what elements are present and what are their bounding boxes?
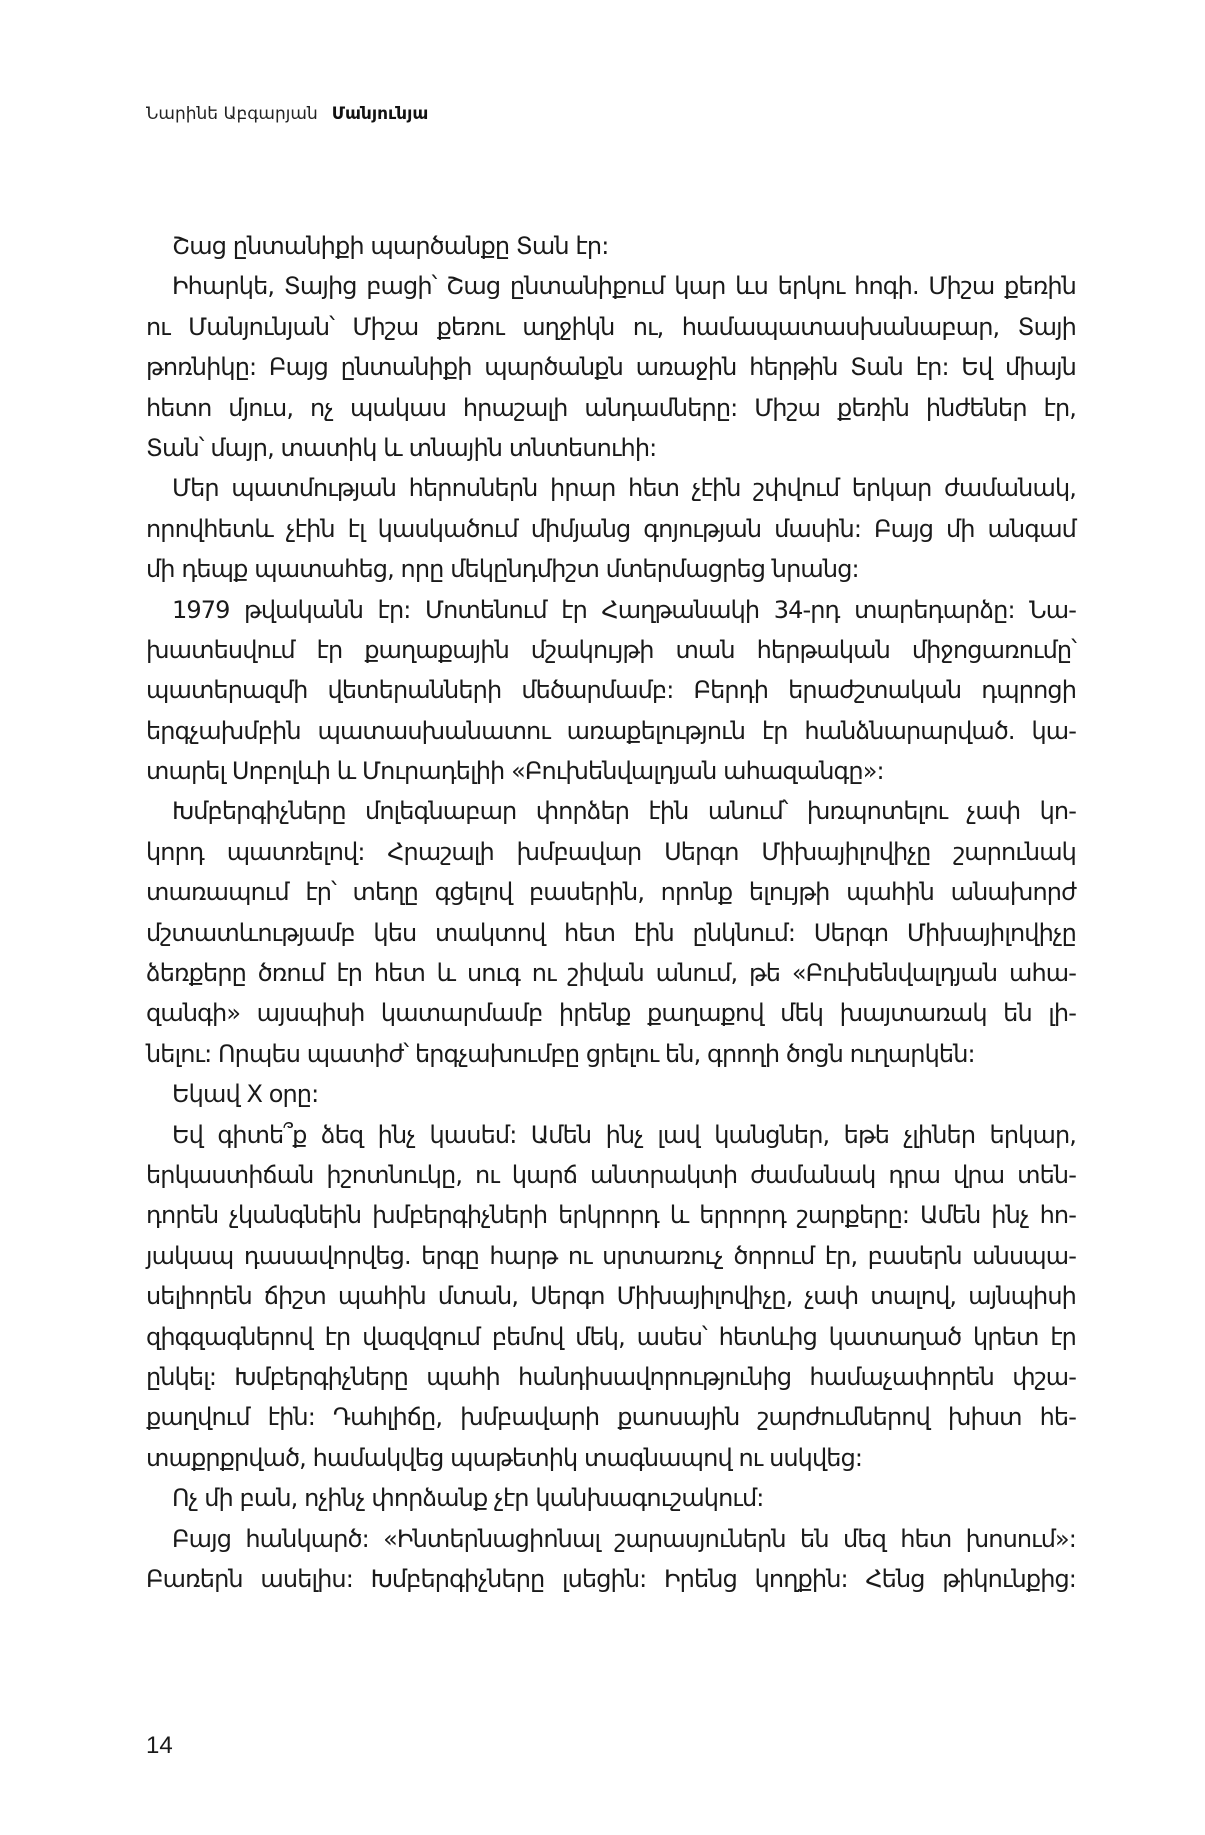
text-line: Տան՝ մայր, տատիկ և տնային տնտեսուհի:: [146, 433, 657, 462]
text-line: դորեն չկանգնեին խմբերգիչների երկրորդ և երրորդ շարքերը: Ամեն ինչ հո-: [146, 1201, 1076, 1230]
text-line: որովհետև չէին էլ կասկածում միմյանց գոյության մասին: Բայց մի անգամ: [146, 514, 1076, 543]
text-line: տառապում էր՝ տեղը գցելով բասերին, որոնք ելույթի պահին անախորժ: [146, 878, 1076, 907]
text-line: երկաստիճան իշոտնուկը, ու կարճ անտրակտի ժամանակ դրա վրա տեն-: [146, 1160, 1076, 1189]
text-line: Բայց հանկարծ: «Ինտերնացիոնալ շարասյուներն են մեզ հետ խոսում»:: [172, 1524, 1076, 1553]
text-line: Եկավ X օրը:: [172, 1080, 319, 1109]
text-line: կորդ պատռելով: Հրաշալի խմբավար Սերգո Միխայիլովիչը շարունակ: [146, 837, 1076, 866]
text-line: պատերազմի վետերանների մեծարմամբ: Բերդի երաժշտական դպրոցի: [146, 676, 1076, 705]
text-line: ձեռքերը ծռում էր հետ և սուգ ու շիվան անում, թե «Բուխենվալդյան ահա-: [146, 959, 1076, 988]
text-line: Մեր պատմության հերոսներն իրար հետ չէին շփվում երկար ժամանակ,: [172, 474, 1076, 503]
text-line: Խմբերգիչները մոլեգնաբար փորձեր էին անում՝ խռպոտելու չափ կո-: [172, 797, 1076, 826]
text-line: Իհարկե, Տայից բացի՝ Շաց ընտանիքում կար ևս երկու հոգի. Միշա քեռին: [172, 272, 1076, 301]
text-line: Բառերն ասելիս: Խմբերգիչները լսեցին: Իրենց կողքին: Հենց թիկունքից:: [146, 1564, 1076, 1593]
text-line: մշտատևությամբ կես տակտով հետ էին ընկնում: Սերգո Միխայիլովիչը: [146, 918, 1076, 947]
text-line: հետո մյուս, ոչ պակաս հրաշալի անդամները: Միշա քեռին ինժեներ էր,: [146, 393, 1076, 422]
author-name: Նարինե Աբգարյան: [146, 104, 318, 124]
text-line: խատեսվում էր քաղաքային մշակույթի տան հերթական միջոցառումը՝: [146, 635, 1076, 664]
text-line: Եվ գիտե՞ք ձեզ ինչ կասեմ: Ամեն ինչ լավ կանցներ, եթե չլիներ երկար,: [172, 1120, 1076, 1149]
text-line: ընկել: Խմբերգիչները պահի հանդիսավորությունից համաչափորեն փշա-: [146, 1362, 1076, 1391]
page-body: [146, 226, 1076, 1599]
text-line: զանգի» այսպիսի կատարմամբ իրենք քաղաքով մեկ խայտառակ են լի-: [146, 999, 1076, 1028]
text-line: երգչախմբին պատասխանատու առաքելություն էր հանձնարարված. կա-: [146, 716, 1076, 745]
text-line: յակապ դասավորվեց. երգը հարթ ու սրտառուչ ծորում էր, բասերն անսպա-: [146, 1241, 1076, 1270]
text-line: 1979 թվականն էր: Մոտենում էր Հաղթանակի 34-րդ տարեդարձը: Նա-: [172, 595, 1076, 624]
text-line: թոռնիկը: Բայց ընտանիքի պարծանքն առաջին հերթին Տան էր: Եվ միայն: [146, 353, 1076, 382]
book-title: Մանյունյա: [331, 104, 429, 124]
text-line: Ոչ մի բան, ոչինչ փորձանք չէր կանխագուշակում:: [172, 1484, 764, 1513]
text-line: Շաց ընտանիքի պարծանքը Տան էր:: [172, 232, 609, 260]
running-header: [146, 104, 428, 124]
text-line: ու Մանյունյան՝ Միշա քեռու աղջիկն ու, համապատասխանաբար, Տայի: [146, 312, 1076, 341]
text-line: նելու: Որպես պատիժ՝ երգչախումբը ցրելու են, գրողի ծոցն ուղարկեն:: [146, 1039, 975, 1068]
text-line: տաքրքրված, համակվեց պաթետիկ տագնապով ու սսկվեց:: [146, 1443, 863, 1472]
text-line: տարել Սոբոլևի և Մուրադելիի «Բուխենվալդյան ահազանգը»:: [146, 757, 884, 786]
text-line: սելիորեն ճիշտ պահին մտան, Սերգո Միխայիլովիչը, չափ տալով, այնպիսի: [146, 1282, 1076, 1311]
text-line: քաղվում էին: Դաhլիճը, խմբավարի քաոսային շարժումներով խիստ հե-: [146, 1403, 1076, 1432]
page-number: 14: [146, 1732, 173, 1759]
text-line: մի դեպք պատահեց, որը մեկընդմիշտ մտերմացրեց նրանց:: [146, 555, 859, 584]
text-line: զիգզագներով էր վազվզում բեմով մեկ, ասես՝ հետևից կատաղած կրետ էր: [146, 1322, 1076, 1351]
